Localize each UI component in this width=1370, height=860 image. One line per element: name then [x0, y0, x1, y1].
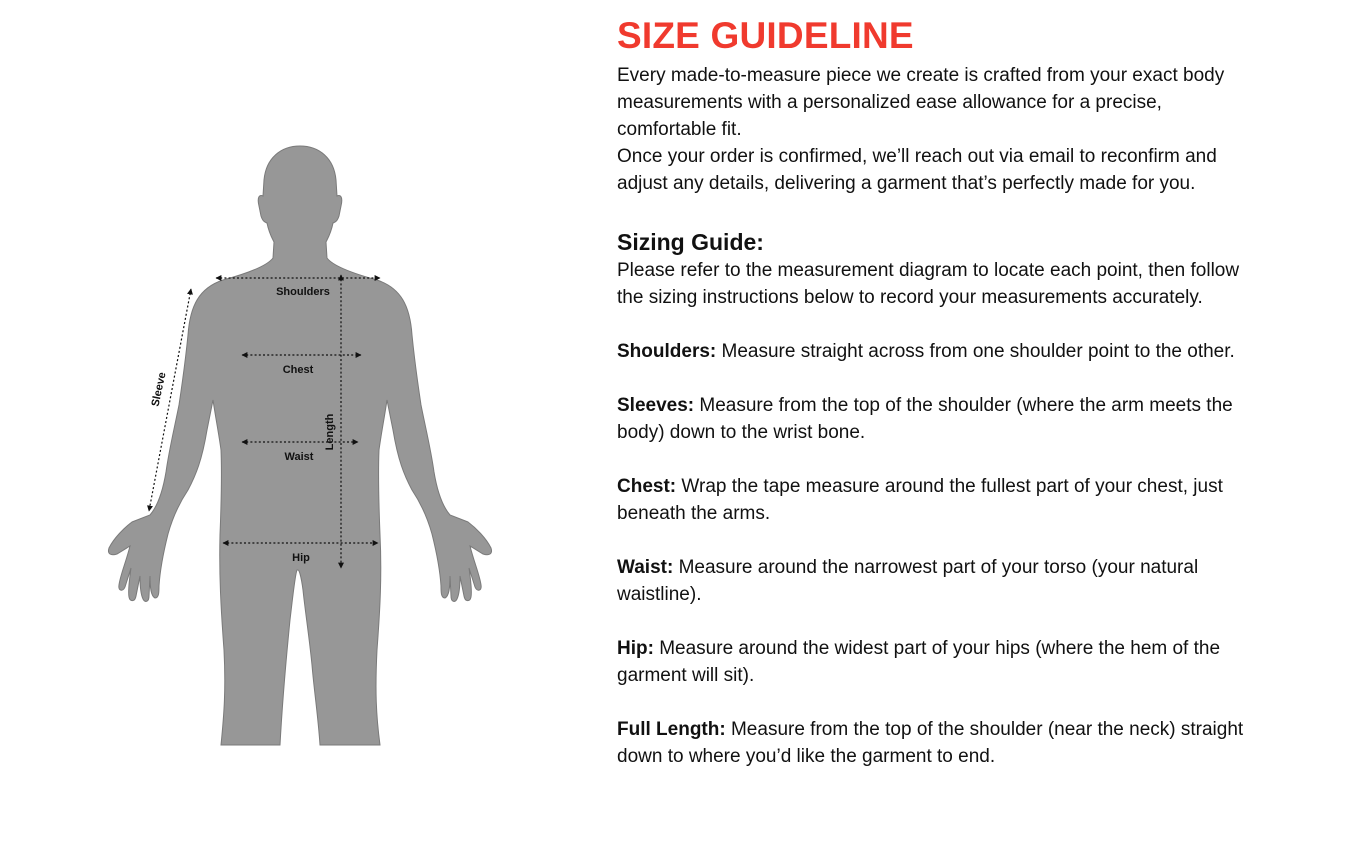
instruction-full-length — [617, 716, 1257, 770]
body-diagram — [100, 130, 500, 750]
instruction-term: Shoulders: — [617, 341, 717, 362]
length-label: Length — [324, 413, 336, 451]
instruction-term: Chest: — [617, 476, 677, 497]
waist-label: Waist — [284, 451, 314, 463]
instruction-shoulders — [617, 338, 1257, 365]
instruction-waist — [617, 554, 1257, 608]
instruction-text: Measure around the narrowest part of your torso (your natural waistline). — [617, 557, 1199, 605]
chest-label: Chest — [282, 364, 314, 376]
sleeve-label: Sleeve — [149, 371, 169, 408]
body-silhouette — [108, 146, 491, 745]
instruction-term: Waist: — [617, 557, 674, 578]
page-title: SIZE GUIDELINE — [617, 15, 914, 56]
intro-paragraph-2: Once your order is confirmed, we’ll reach out via email to reconfirm and adjust any details, delivering a garment that’s perfectly made for you. — [617, 146, 1217, 194]
instruction-text: Measure from the top of the shoulder (near the neck) straight down to where you’d like the garment to end. — [617, 719, 1244, 767]
instruction-text: Measure straight across from one shoulder point to the other. — [716, 341, 1235, 362]
instruction-text: Wrap the tape measure around the fullest part of your chest, just beneath the arms. — [617, 476, 1223, 524]
instruction-term: Sleeves: — [617, 395, 695, 416]
instruction-text: Measure around the widest part of your hips (where the hem of the garment will sit). — [617, 638, 1221, 686]
body-silhouette-figure — [100, 130, 500, 750]
size-guideline-content — [617, 14, 1257, 770]
instruction-hip — [617, 635, 1257, 689]
instruction-term: Full Length: — [617, 719, 726, 740]
intro-paragraph-1: Every made-to-measure piece we create is crafted from your exact body measurements with a personalized ease allowance for a precise, comfortable fit. — [617, 65, 1225, 140]
sizing-guide-heading: Sizing Guide: — [617, 229, 764, 255]
measurement-instructions-list — [617, 338, 1257, 770]
shoulders-label: Shoulders — [276, 286, 330, 298]
instruction-text: Measure from the top of the shoulder (where the arm meets the body) down to the wrist bone. — [617, 395, 1233, 443]
instruction-term: Hip: — [617, 638, 654, 659]
sizing-guide-intro: Please refer to the measurement diagram to locate each point, then follow the sizing instructions below to record your measurements accurately. — [617, 260, 1240, 308]
hip-label: Hip — [292, 552, 310, 564]
instruction-sleeves — [617, 392, 1257, 446]
instruction-chest — [617, 473, 1257, 527]
